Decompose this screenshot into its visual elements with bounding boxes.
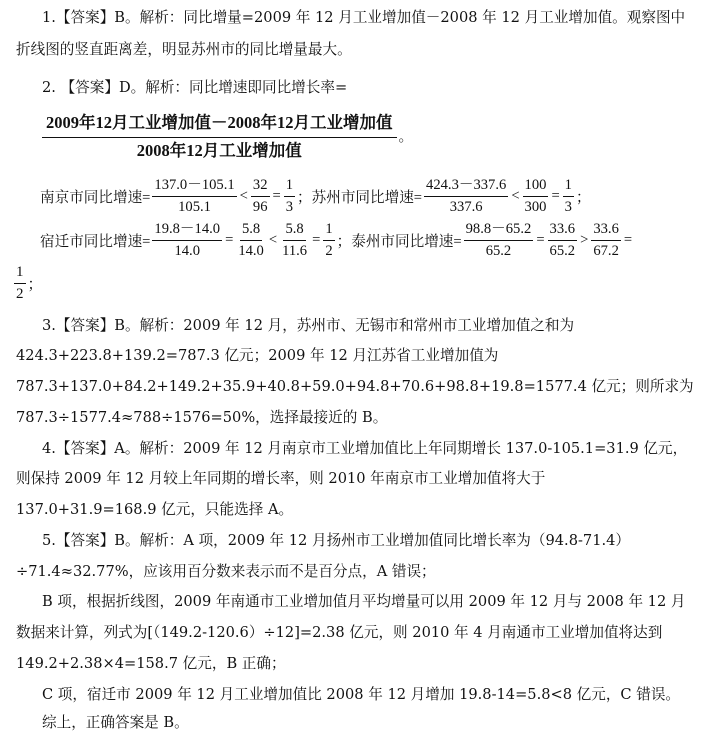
q5-answer-line-1: 5.【答案】B。解析：A 项，2009 年 12 月扬州市工业增加值同比增长率为（94.8-71.4） [42, 532, 630, 549]
taizhou-f2-denominator: 65.2 [549, 243, 576, 259]
taizhou-fraction-3 [591, 220, 621, 261]
q3-answer-line-3: 787.3+137.0+84.2+149.2+35.9+40.8+59.0+94.8+70.6+98.8+19.8=1577.4 亿元；则所求为 [16, 378, 694, 395]
q4-answer-line-2: 则保持 2009 年 12 月较上年同期的增长率，则 2010 年南京市工业增加值将大于 [16, 470, 546, 487]
suqian-f3-numerator: 5.8 [283, 220, 305, 241]
taizhou-f3-denominator: 67.2 [593, 243, 619, 259]
suzhou-fraction-3 [563, 176, 574, 217]
q4-answer-line-3: 137.0+31.9=168.9 亿元，只能选择 A。 [16, 501, 294, 518]
growth-rate-formula [40, 111, 413, 162]
suqian-f2-numerator: 5.8 [240, 220, 262, 241]
q3-answer-line-1: 3.【答案】B。解析：2009 年 12 月，苏州市、无锡市和常州市工业增加值之和为 [42, 317, 575, 334]
q1-answer-line-1: 1.【答案】B。解析：同比增量=2009 年 12 月工业增加值－2008 年 12 月工业增加值。观察图中 [42, 9, 686, 26]
suqian-taizhou-row [40, 220, 633, 261]
suzhou-label: 苏州市同比增速= [311, 190, 423, 206]
suqian-less-than: < [268, 232, 278, 248]
suzhou-equals: = [551, 188, 560, 204]
suqian-fraction-2 [236, 220, 266, 261]
main-fraction-denominator: 2008年12月工业增加值 [136, 141, 302, 160]
q4-answer-line-1: 4.【答案】A。解析：2009 年 12 月南京市工业增加值比上年同期增长 137.0-105.1=31.9 亿元， [42, 440, 688, 457]
suzhou-f2-denominator: 300 [524, 199, 547, 215]
suqian-f4-denominator: 2 [325, 243, 333, 259]
nanjing-fraction-2 [251, 176, 270, 217]
q2-answer-line: 2. 【答案】D。解析：同比增速即同比增长率= [42, 79, 348, 96]
main-fraction-numerator: 2009年12月工业增加值－2008年12月工业增加值 [42, 111, 397, 138]
suqian-f2-denominator: 14.0 [238, 243, 264, 259]
taizhou-f3-numerator: 33.6 [591, 220, 621, 241]
separator-3: ； [336, 234, 352, 250]
separator-2: ； [575, 190, 591, 206]
half-result [12, 263, 43, 304]
nanjing-numerator: 137.0－105.1 [152, 176, 236, 197]
suqian-label: 宿迁市同比增速= [40, 234, 151, 250]
q3-answer-line-4: 787.3÷1577.4≈788÷1576=50%，选择最接近的 B。 [16, 409, 388, 426]
nanjing-f2-denominator: 96 [252, 199, 268, 215]
suzhou-numerator: 424.3－337.6 [424, 176, 508, 197]
taizhou-equals-2: = [623, 232, 633, 248]
nanjing-f3-denominator: 3 [285, 199, 294, 215]
main-fraction [42, 111, 397, 162]
nanjing-equals: = [272, 188, 281, 204]
nanjing-less-than: < [239, 188, 248, 204]
suzhou-fraction [424, 176, 508, 217]
q3-answer-line-2: 424.3+223.8+139.2=787.3 亿元；2009 年 12 月江苏省工业增加值为 [16, 347, 499, 364]
taizhou-fraction-2 [548, 220, 578, 261]
suqian-fraction-3 [280, 220, 309, 261]
nanjing-suzhou-row [40, 176, 591, 217]
suzhou-f3-denominator: 3 [564, 199, 572, 215]
q5-answer-line-2: ÷71.4≈32.77%，应该用百分数来表示而不是百分点，A 错误； [16, 563, 436, 580]
nanjing-f2-numerator: 32 [251, 176, 270, 197]
q5-option-c-line: C 项，宿迁市 2009 年 12 月工业增加值比 2008 年 12 月增加 19.8-14=5.8<8 亿元，C 错误。 [42, 686, 681, 703]
taizhou-denominator: 65.2 [485, 243, 512, 259]
taizhou-label: 泰州市同比增速= [351, 234, 462, 250]
half-fraction [14, 263, 26, 304]
suqian-equals-2: = [312, 232, 321, 248]
nanjing-label: 南京市同比增速= [40, 190, 151, 206]
suqian-denominator: 14.0 [174, 243, 200, 259]
separator-1: ； [297, 190, 312, 206]
half-tail: ； [27, 277, 43, 293]
half-denominator: 2 [16, 286, 24, 302]
half-numerator: 1 [14, 263, 26, 284]
suzhou-f3-numerator: 1 [563, 176, 574, 197]
q1-answer-line-2: 折线图的竖直距离差，明显苏州市的同比增量最大。 [16, 41, 352, 58]
suzhou-denominator: 337.6 [449, 199, 483, 215]
suzhou-fraction-2 [523, 176, 549, 217]
suzhou-less-than: < [511, 188, 520, 204]
q5-option-b-line-2: 数据来计算，列式为[（149.2-120.6）÷12]=2.38 亿元，则 2010 年 4 月南通市工业增加值将达到 [16, 624, 663, 641]
taizhou-fraction [464, 220, 534, 261]
nanjing-fraction [152, 176, 236, 217]
q5-conclusion-line: 综上，正确答案是 B。 [42, 714, 189, 731]
nanjing-f3-numerator: 1 [284, 176, 295, 197]
suqian-fraction-4 [323, 220, 334, 261]
q5-option-b-line-3: 149.2+2.38×4=158.7 亿元，B 正确； [16, 655, 286, 672]
taizhou-equals-1: = [536, 232, 545, 248]
formula-end-mark: 。 [398, 129, 414, 145]
taizhou-numerator: 98.8－65.2 [464, 220, 534, 241]
suqian-f3-denominator: 11.6 [282, 243, 308, 259]
nanjing-fraction-3 [284, 176, 295, 217]
taizhou-f2-numerator: 33.6 [548, 220, 578, 241]
suzhou-f2-numerator: 100 [523, 176, 549, 197]
taizhou-greater-than: > [580, 232, 589, 248]
suqian-numerator: 19.8－14.0 [152, 220, 222, 241]
nanjing-denominator: 105.1 [178, 199, 211, 215]
suqian-equals-1: = [225, 232, 234, 248]
q5-option-b-line-1: B 项，根据折线图，2009 年南通市工业增加值月平均增量可以用 2009 年 12 月与 2008 年 12 月 [42, 593, 686, 610]
suqian-f4-numerator: 1 [323, 220, 334, 241]
suqian-fraction [152, 220, 222, 261]
